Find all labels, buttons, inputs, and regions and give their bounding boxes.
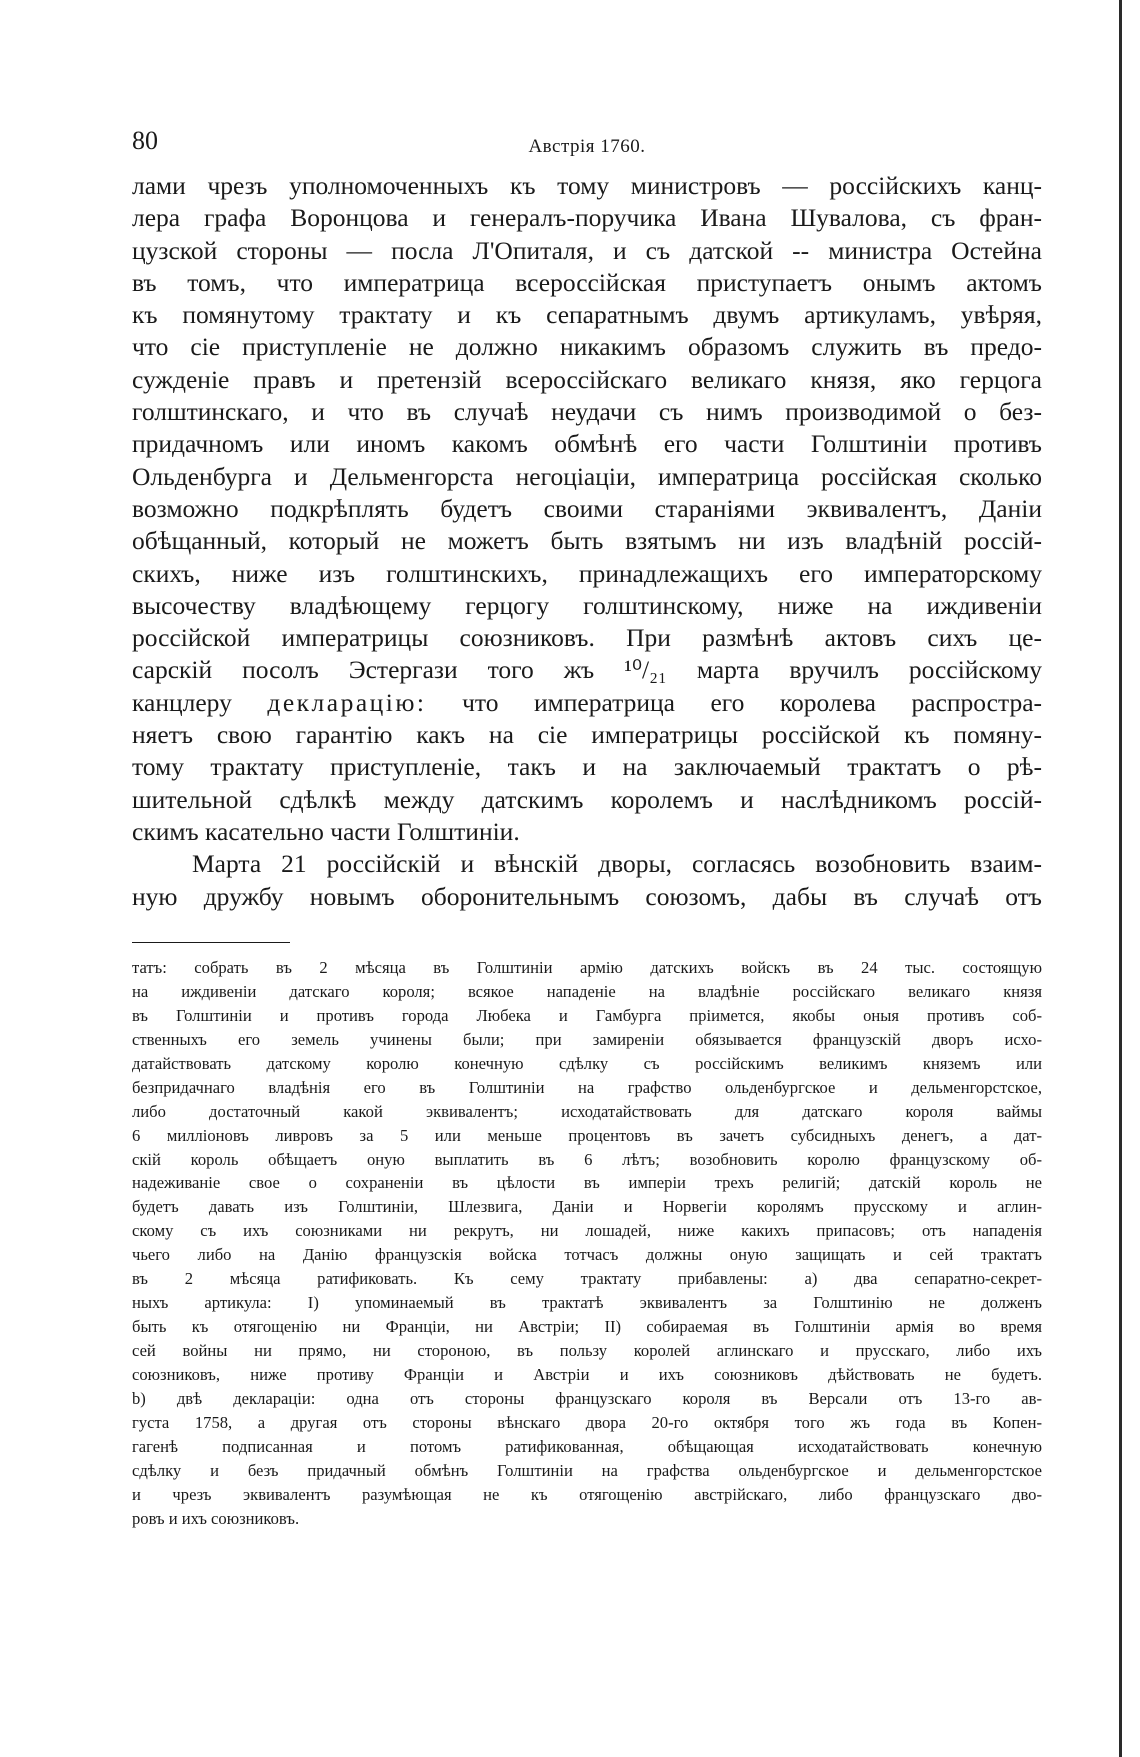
line-text: что императрица его королева распростра- (462, 687, 1042, 717)
body-line: цузской стороны — посла Л'Опиталя, и съ датской -- министра Остейна (132, 235, 1042, 265)
footnote-rule (132, 942, 290, 943)
running-head: Австрія 1760. (528, 136, 646, 157)
footnote-line: союзниковъ, ниже противу Франціи и Австріи и ихъ союзниковъ дѣйствовать не будетъ. (132, 1364, 1042, 1384)
body-line: что сіе приступленіе не должно никакимъ образомъ служить въ предо- (132, 332, 1042, 362)
page-header (132, 126, 1042, 166)
spaced-emphasis: декларацію: (267, 687, 427, 717)
footnote-line: сей войны ни прямо, ни стороною, въ пользу королей аглинскаго и прусскаго, либо ихъ (132, 1341, 1042, 1360)
footnote-line: будетъ давать изъ Голштиніи, Шлезвига, Даніи и Норвегіи королямъ прусскому и аглин- (132, 1197, 1042, 1217)
body-line: возможно подкрѣплять будетъ своими стараніями эквивалентъ, Даніи (132, 493, 1042, 523)
body-line: обѣщанный, который не можетъ быть взятымъ ни изъ владѣній россій- (132, 526, 1042, 556)
footnote-line: ныхъ артикула: I) упоминаемый въ трактатѣ эквивалентъ за Голштинію не долженъ (132, 1293, 1042, 1313)
footnote-line: въ 2 мѣсяца ратификовать. Къ сему трактату прибавлены: а) два сепаратно-секрет- (132, 1269, 1042, 1289)
page-number: 80 (132, 126, 158, 155)
body-line: лами чрезъ уполномоченныхъ къ тому министровъ — россійскихъ канц- (132, 171, 1042, 200)
line-text: марта вручилъ россійскому (696, 655, 1042, 685)
paragraph-line: ную дружбу новымъ оборонительнымъ союзомъ, дабы въ случаѣ отъ (132, 881, 1042, 911)
body-line: къ помянутому трактату и къ сепаратнымъ двумъ артикуламъ, увѣряя, (132, 300, 1042, 330)
footnote-line: ственныхъ его земель учинены были; при замиреніи обязывается французскій дворъ исхо- (132, 1029, 1042, 1049)
footnote-line: скій король обѣщаетъ оную выплатить въ 6 лѣтъ; возобновить королю французскому об- (132, 1149, 1042, 1169)
body-line-declaration (132, 687, 1042, 719)
footnote-line: 6 милліоновъ ливровъ за 5 или меньше процентовъ въ зачетъ субсидныхъ денегъ, а дат- (132, 1125, 1042, 1145)
footnote-line: либо достаточный какой эквивалентъ; исходатайствовать для датскаго короля ваймы (132, 1101, 1042, 1121)
body-line: сужденіе правъ и претензій всероссійскаго великаго князя, яко герцога (132, 364, 1042, 394)
footnote-line: и чрезъ эквивалентъ разумѣющая не къ отягощенію австрійскаго, либо французскаго дво- (132, 1484, 1042, 1504)
body-line: скихъ, ниже изъ голштинскихъ, принадлежащихъ его императорскому (132, 558, 1042, 588)
footnote-line: на иждивеніи датскаго короля; всякое нападеніе на владѣніе россійскаго великаго князя (132, 981, 1042, 1001)
body-line: высочеству владѣющему герцогу голштинскому, ниже на иждивеніи (132, 590, 1042, 620)
body-line: тому трактату приступленіе, такъ и на заключаемый трактатъ о рѣ- (132, 752, 1042, 782)
footnote-line: густа 1758, а другая отъ стороны вѣнскаго двора 20-го октября того жъ года въ Копен- (132, 1412, 1042, 1432)
footnote-line: датайствовать датскому королю конечную сдѣлку съ россійскимъ великимъ княземъ или (132, 1053, 1042, 1073)
body-line: голштинскаго, и что въ случаѣ неудачи съ нимъ производимой о без- (132, 397, 1042, 427)
footnote-line: сдѣлку и безъ придачный обмѣнъ Голштиніи на графства ольденбургское и дельменгорстское (132, 1460, 1042, 1480)
body-line-date-fraction (132, 654, 1042, 686)
line-text: канцлеру (132, 687, 232, 717)
body-line: няетъ свою гарантію какъ на сіе императрицы россійской къ помяну- (132, 720, 1042, 750)
footnote-line: татъ: собрать въ 2 мѣсяца въ Голштиніи армію датскихъ войскъ въ 24 тыс. состоящую (132, 958, 1042, 977)
footnote-line: гагенѣ подписанная и потомъ ратификованная, обѣщающая исходатайствовать конечную (132, 1436, 1042, 1456)
body-line: Ольденбурга и Дельменгорста негоціаціи, императрица россійская сколько (132, 461, 1042, 491)
body-line: шительной сдѣлкѣ между датскимъ королемъ и наслѣдникомъ россій- (132, 784, 1042, 814)
body-line: лера графа Воронцова и генералъ-поручика Ивана Шувалова, съ фран- (132, 203, 1042, 233)
paragraph-line: Марта 21 россійскій и вѣнскій дворы, согласясь возобновить взаим- (192, 849, 1042, 879)
footnote-line: ровъ и ихъ союзниковъ. (132, 1508, 300, 1528)
main-text (132, 170, 1042, 913)
body-line: скимъ касательно части Голштиніи. (132, 816, 520, 846)
body-line: россійской императрицы союзниковъ. При размѣнѣ актовъ сихъ це- (132, 623, 1042, 653)
scan-edge-line (1119, 0, 1122, 1757)
footnote-line: надеживаніе свое о сохраненіи въ цѣлости въ имперіи трехъ религій; датскій король не (132, 1173, 1042, 1193)
footnotes (132, 956, 1042, 1531)
footnote-line: въ Голштиніи и противъ города Любека и Гамбурга пріимется, якобы оныя противъ соб- (132, 1005, 1042, 1025)
body-line: въ томъ, что императрица всероссійская приступаетъ онымъ актомъ (132, 267, 1042, 297)
footnote-line: чьего либо на Данію французскія войска тотчасъ должны оную защищать и сей трактатъ (132, 1245, 1042, 1265)
footnote-line: безпридачнаго владѣнія его въ Голштиніи на графство ольденбургское и дельменгорстское, (132, 1077, 1042, 1097)
footnote-line: быть къ отягощенію ни Франціи, ни Австріи; II) собираемая въ Голштиніи армія во время (132, 1317, 1042, 1337)
footnote-line: скому съ ихъ союзниками ни рекрутъ, ни лошадей, ниже какихъ припасовъ; отъ нападенія (132, 1221, 1042, 1241)
line-text: сарскій посолъ Эстергази того жъ (132, 655, 595, 685)
date-fraction: ¹⁰/₂₁ (624, 655, 667, 685)
footnote-line: b) двѣ деклараціи: одна отъ стороны французскаго короля въ Версали отъ 13-го ав- (132, 1388, 1042, 1408)
body-line: придачномъ или иномъ какомъ обмѣнѣ его части Голштиніи противъ (132, 429, 1042, 459)
